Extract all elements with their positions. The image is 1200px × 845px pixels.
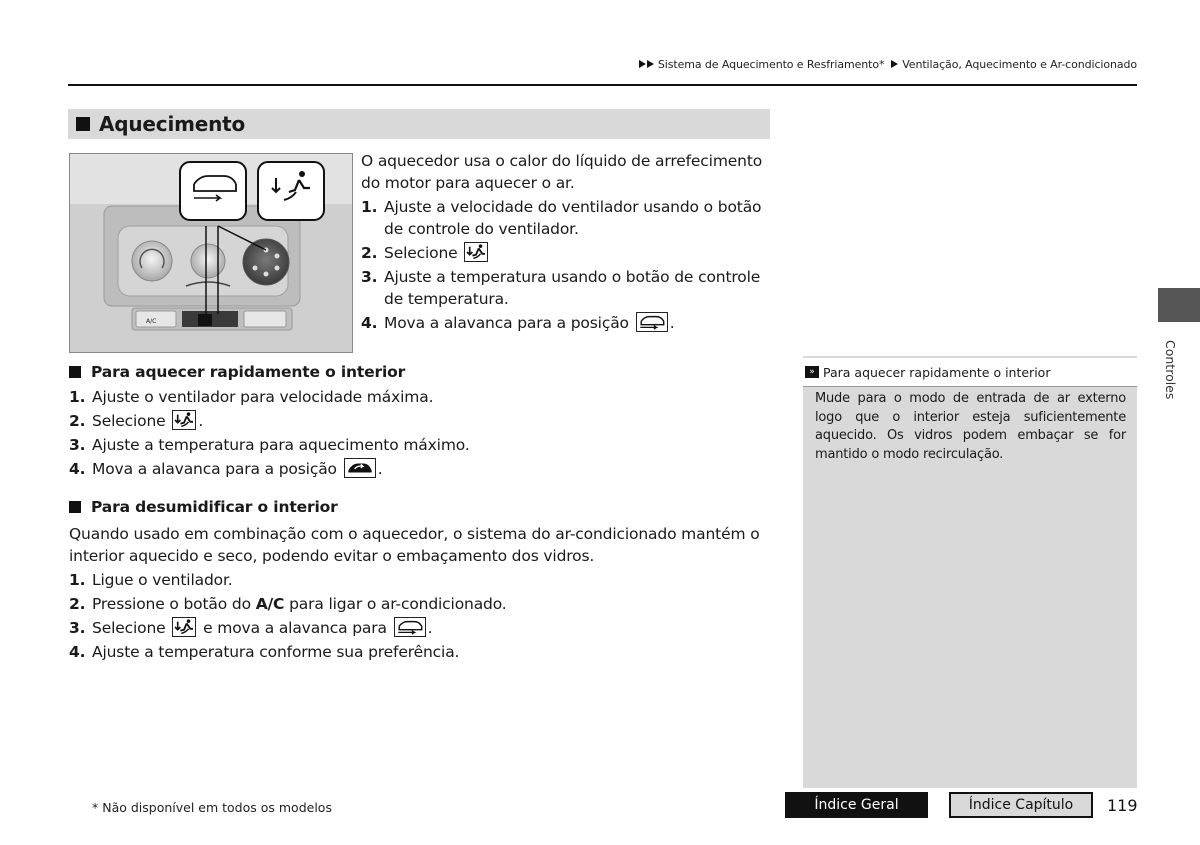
subsection-title: Para aquecer rapidamente o interior xyxy=(91,363,406,381)
step-text: Ajuste a temperatura conforme sua preferência. xyxy=(92,643,460,661)
chapter-tab[interactable] xyxy=(1158,288,1200,322)
step-number: 1. xyxy=(361,198,378,216)
dehumidify-section xyxy=(69,496,774,663)
breadcrumb xyxy=(639,58,1138,71)
step-number: 4. xyxy=(69,460,86,478)
step-number: 2. xyxy=(69,595,86,613)
recirculation-icon xyxy=(344,458,376,478)
step-text: Ajuste a velocidade do ventilador usando o botão de controle do ventilador. xyxy=(384,198,762,238)
breadcrumb-part-1[interactable]: Sistema de Aquecimento e Resfriamento* xyxy=(657,58,885,71)
step-number: 1. xyxy=(69,571,86,589)
sidebar-note-title: Para aquecer rapidamente o interior xyxy=(823,364,1051,380)
double-chevron-icon: » xyxy=(805,366,819,378)
square-bullet-icon xyxy=(69,501,81,513)
list-item xyxy=(69,593,774,615)
step-number: 3. xyxy=(361,268,378,286)
index-general-button[interactable]: Índice Geral xyxy=(785,792,928,818)
climate-panel-photo xyxy=(69,153,353,353)
step-number: 2. xyxy=(361,244,378,262)
step-number: 1. xyxy=(69,388,86,406)
arrow-icon xyxy=(891,60,898,68)
floor-vent-icon xyxy=(172,617,196,637)
step-number: 2. xyxy=(69,412,86,430)
step-text: Mova a alavanca para a posição xyxy=(384,314,629,332)
breadcrumb-part-2[interactable]: Ventilação, Aquecimento e Ar-condicionado xyxy=(902,58,1137,71)
step-text: e mova a alavanca para xyxy=(203,619,387,637)
sidebar-note-header[interactable] xyxy=(803,358,1137,387)
list-item xyxy=(69,641,774,663)
floor-vent-icon xyxy=(172,410,196,430)
subsection-title: Para desumidificar o interior xyxy=(91,498,338,516)
intro-block xyxy=(361,150,773,334)
quick-heat-section xyxy=(69,361,774,480)
index-chapter-button[interactable]: Índice Capítulo xyxy=(949,792,1093,818)
list-item xyxy=(361,242,773,264)
step-number: 3. xyxy=(69,619,86,637)
floor-vent-icon xyxy=(464,242,488,262)
sidebar-note xyxy=(803,356,1137,788)
step-text: para ligar o ar-condicionado. xyxy=(289,595,507,613)
fresh-air-intake-icon xyxy=(636,312,668,332)
footnote: * Não disponível em todos os modelos xyxy=(92,800,332,815)
step-text: Ligue o ventilador. xyxy=(92,571,233,589)
list-item: 3. Selecione e mova a alavanca para . xyxy=(69,619,433,637)
step-number: 3. xyxy=(69,436,86,454)
page-number: 119 xyxy=(1107,796,1138,815)
step-text: Ajuste a temperatura usando o botão de controle de temperatura. xyxy=(384,268,761,308)
step-text: Ajuste a temperatura para aquecimento máximo. xyxy=(92,436,470,454)
list-item: 2. Selecione . xyxy=(69,412,204,430)
step-text: Selecione xyxy=(384,244,458,262)
square-bullet-icon xyxy=(76,117,90,131)
list-item xyxy=(361,266,773,310)
step-text: Ajuste o ventilador para velocidade máxima. xyxy=(92,388,434,406)
list-item: 4. Mova a alavanca para a posição . xyxy=(361,314,675,332)
list-item xyxy=(361,196,773,240)
step-text: Mova a alavanca para a posição xyxy=(92,460,337,478)
ac-label: A/C xyxy=(255,595,285,613)
section-title: Aquecimento xyxy=(99,112,246,136)
header-rule xyxy=(68,84,1137,86)
step-number: 4. xyxy=(361,314,378,332)
list-item xyxy=(69,569,774,591)
ac-button-label: A/C xyxy=(146,318,157,325)
section-header xyxy=(68,109,770,139)
arrow-icon xyxy=(639,60,646,68)
dehumidify-paragraph: Quando usado em combinação com o aquecedor, o sistema do ar-condicionado mantém o interior aquecido e seco, podendo evitar o embaçamento dos vidros. xyxy=(69,525,760,565)
list-item xyxy=(69,386,774,408)
step-text: Selecione xyxy=(92,412,166,430)
list-item: 4. Mova a alavanca para a posição . xyxy=(69,460,383,478)
step-number: 4. xyxy=(69,643,86,661)
intro-paragraph: O aquecedor usa o calor do líquido de arrefecimento do motor para aquecer o ar. xyxy=(361,152,763,192)
step-text: Selecione xyxy=(92,619,166,637)
sidebar-note-body: Mude para o modo de entrada de ar externo logo que o interior esteja suficientemente aquecido. Os vidros podem embaçar se for mantido o modo recirculação. xyxy=(815,391,1126,462)
chapter-label: Controles xyxy=(1163,340,1178,400)
arrow-icon xyxy=(647,60,654,68)
fresh-air-intake-icon xyxy=(394,617,426,637)
step-text: Pressione o botão do xyxy=(92,595,251,613)
square-bullet-icon xyxy=(69,366,81,378)
list-item xyxy=(69,434,774,456)
